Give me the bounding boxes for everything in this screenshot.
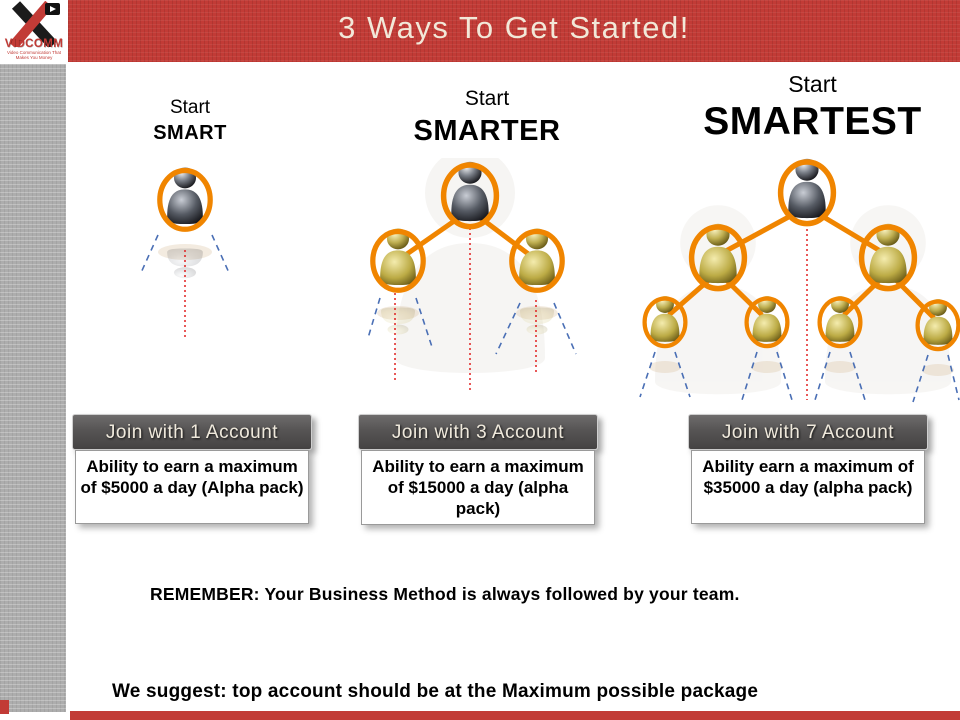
brand-tagline: Video Communication That Makes You Money bbox=[6, 50, 62, 60]
red-corner-accent bbox=[0, 700, 9, 714]
person-icon-gold bbox=[924, 299, 953, 345]
earning-box-3-account: Ability to earn a maximum of $15000 a day (alpha pack) bbox=[361, 450, 595, 525]
person-icon-gold bbox=[651, 296, 680, 342]
brand-name: VIDCOMM bbox=[4, 38, 64, 50]
column-heading-smart bbox=[100, 97, 280, 145]
smartest-label: SMARTEST bbox=[703, 100, 922, 143]
network-tree-smart bbox=[85, 160, 285, 345]
orange-ring-icon bbox=[645, 299, 686, 347]
person-icon-dark bbox=[451, 162, 488, 221]
person-icon-gold bbox=[753, 296, 782, 342]
person-icon-gold bbox=[699, 224, 736, 283]
orange-ring-icon bbox=[820, 299, 861, 347]
start-label: Start bbox=[464, 87, 510, 110]
start-label: Start bbox=[169, 97, 211, 118]
column-heading-smarter bbox=[372, 87, 602, 148]
orange-ring-icon bbox=[160, 171, 210, 230]
person-icon-dark bbox=[167, 167, 203, 224]
person-icon-gold bbox=[869, 224, 906, 283]
smarter-label: SMARTER bbox=[413, 115, 561, 147]
orange-ring-icon bbox=[373, 232, 423, 291]
person-icon-gold bbox=[380, 228, 416, 285]
vidcomm-logo bbox=[0, 0, 68, 62]
orange-ring-icon bbox=[512, 232, 562, 291]
suggestion-note: We suggest: top account should be at the Maximum possible package bbox=[112, 681, 759, 702]
network-tree-smartest bbox=[638, 152, 960, 422]
join-banner-1-account: Join with 1 Account bbox=[72, 414, 312, 450]
smart-label: SMART bbox=[153, 122, 227, 144]
join-banner-7-account: Join with 7 Account bbox=[688, 414, 928, 450]
orange-ring-icon bbox=[747, 299, 788, 347]
orange-ring-icon bbox=[781, 162, 834, 224]
orange-ring-icon bbox=[918, 302, 959, 350]
person-icon-dark bbox=[788, 159, 825, 218]
person-icon-gold bbox=[826, 296, 855, 342]
slide-title: 3 Ways To Get Started! bbox=[338, 10, 690, 45]
start-label: Start bbox=[788, 71, 837, 97]
earning-box-1-account: Ability to earn a maximum of $5000 a day (Alpha pack) bbox=[75, 450, 309, 524]
join-banner-3-account: Join with 3 Account bbox=[358, 414, 598, 450]
earning-box-7-account: Ability earn a maximum of $35000 a day (alpha pack) bbox=[691, 450, 925, 524]
remember-note: REMEMBER: Your Business Method is always followed by your team. bbox=[150, 584, 740, 604]
left-sidebar-decoration bbox=[0, 64, 66, 712]
network-tree-smarter bbox=[368, 158, 613, 408]
column-heading-smartest bbox=[670, 71, 955, 144]
orange-ring-icon bbox=[862, 227, 915, 289]
orange-ring-icon bbox=[692, 227, 745, 289]
orange-ring-icon bbox=[444, 165, 497, 227]
footer-bar-decoration bbox=[70, 711, 960, 720]
person-icon-gold bbox=[519, 228, 555, 285]
